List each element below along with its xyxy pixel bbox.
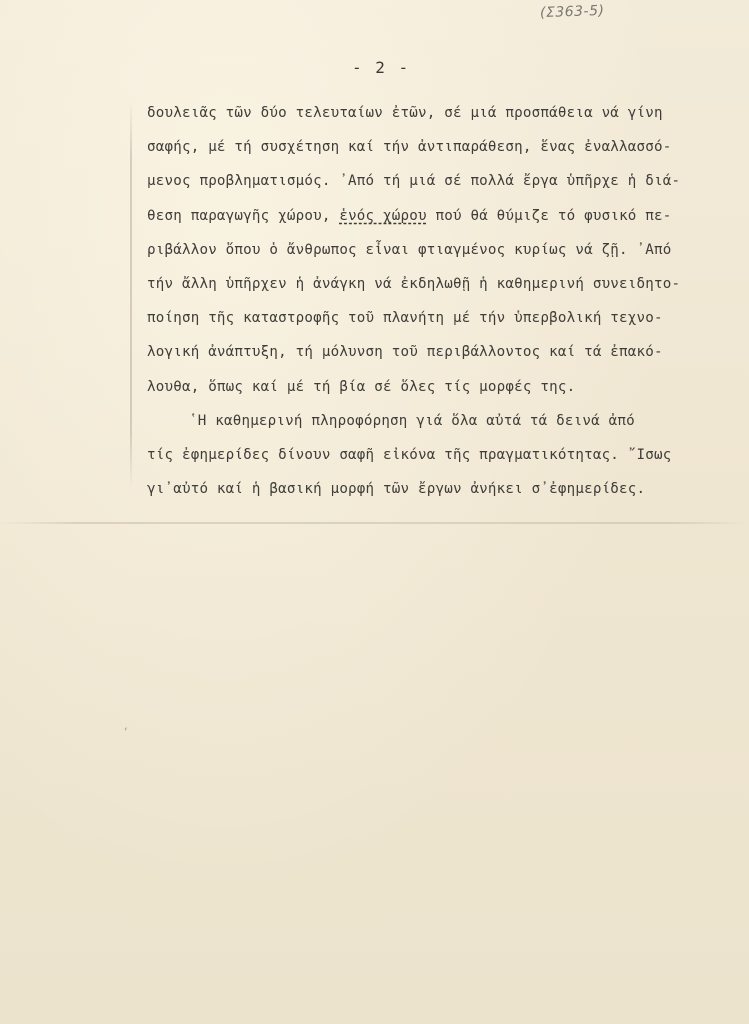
paper-fold-line (0, 522, 749, 524)
text-line: ῾Η καθημερινή πληροφόρηση γιά ὅλα αὐτά τά δεινά ἀπό (189, 412, 635, 429)
text-line (147, 199, 727, 233)
underlined-phrase: ἑνός χώρου (339, 207, 427, 224)
margin-mark (130, 100, 132, 490)
page-number: - 2 - (352, 58, 411, 77)
archive-reference-note: (Σ363-5) (539, 2, 605, 22)
text-line: τήν ἄλλη ὑπῆρχεν ἡ ἀνάγκη νά ἐκδηλωθῇ ἡ καθημερινή συνειδητο- (147, 275, 681, 292)
text-line: δουλειᾶς τῶν δύο τελευταίων ἐτῶν, σέ μιά προσπάθεια νά γίνη (147, 105, 663, 121)
text-line: λογική ἀνάπτυξη, τή μόλυνση τοῦ περιβάλλοντος καί τά ἐπακό- (147, 344, 663, 361)
text-segment: θεση παραγωγῆς χώρου, (147, 207, 340, 224)
text-line: τίς ἐφημερίδες δίνουν σαφῆ εἰκόνα τῆς πραγματικότητας. ῎Ισως (147, 446, 672, 463)
stray-pencil-mark: ˏ (117, 715, 130, 731)
text-line: σαφής, μέ τή συσχέτηση καί τήν ἀντιπαράθεση, ἕνας ἐναλλασσό- (147, 139, 672, 156)
typed-paragraphs (147, 96, 727, 506)
text-segment: πού θά θύμιζε τό φυσικό πε- (426, 207, 672, 224)
text-line: ποίηση τῆς καταστροφῆς τοῦ πλανήτη μέ τήν ὑπερβολική τεχνο- (147, 310, 663, 327)
text-line: λουθα, ὅπως καί μέ τή βία σέ ὅλες τίς μορφές της. (147, 378, 576, 395)
text-line: γι᾿αὐτό καί ἡ βασική μορφή τῶν ἔργων ἀνήκει σ᾿ἐφημερίδες. (147, 481, 646, 498)
text-line: μενος προβληματισμός. ᾿Από τή μιά σέ πολλά ἔργα ὑπῆρχε ἡ διά- (147, 173, 681, 190)
text-line: ριβάλλον ὅπου ὁ ἄνθρωπος εἶναι φτιαγμένος κυρίως νά ζῇ. ᾿Από (147, 241, 672, 258)
